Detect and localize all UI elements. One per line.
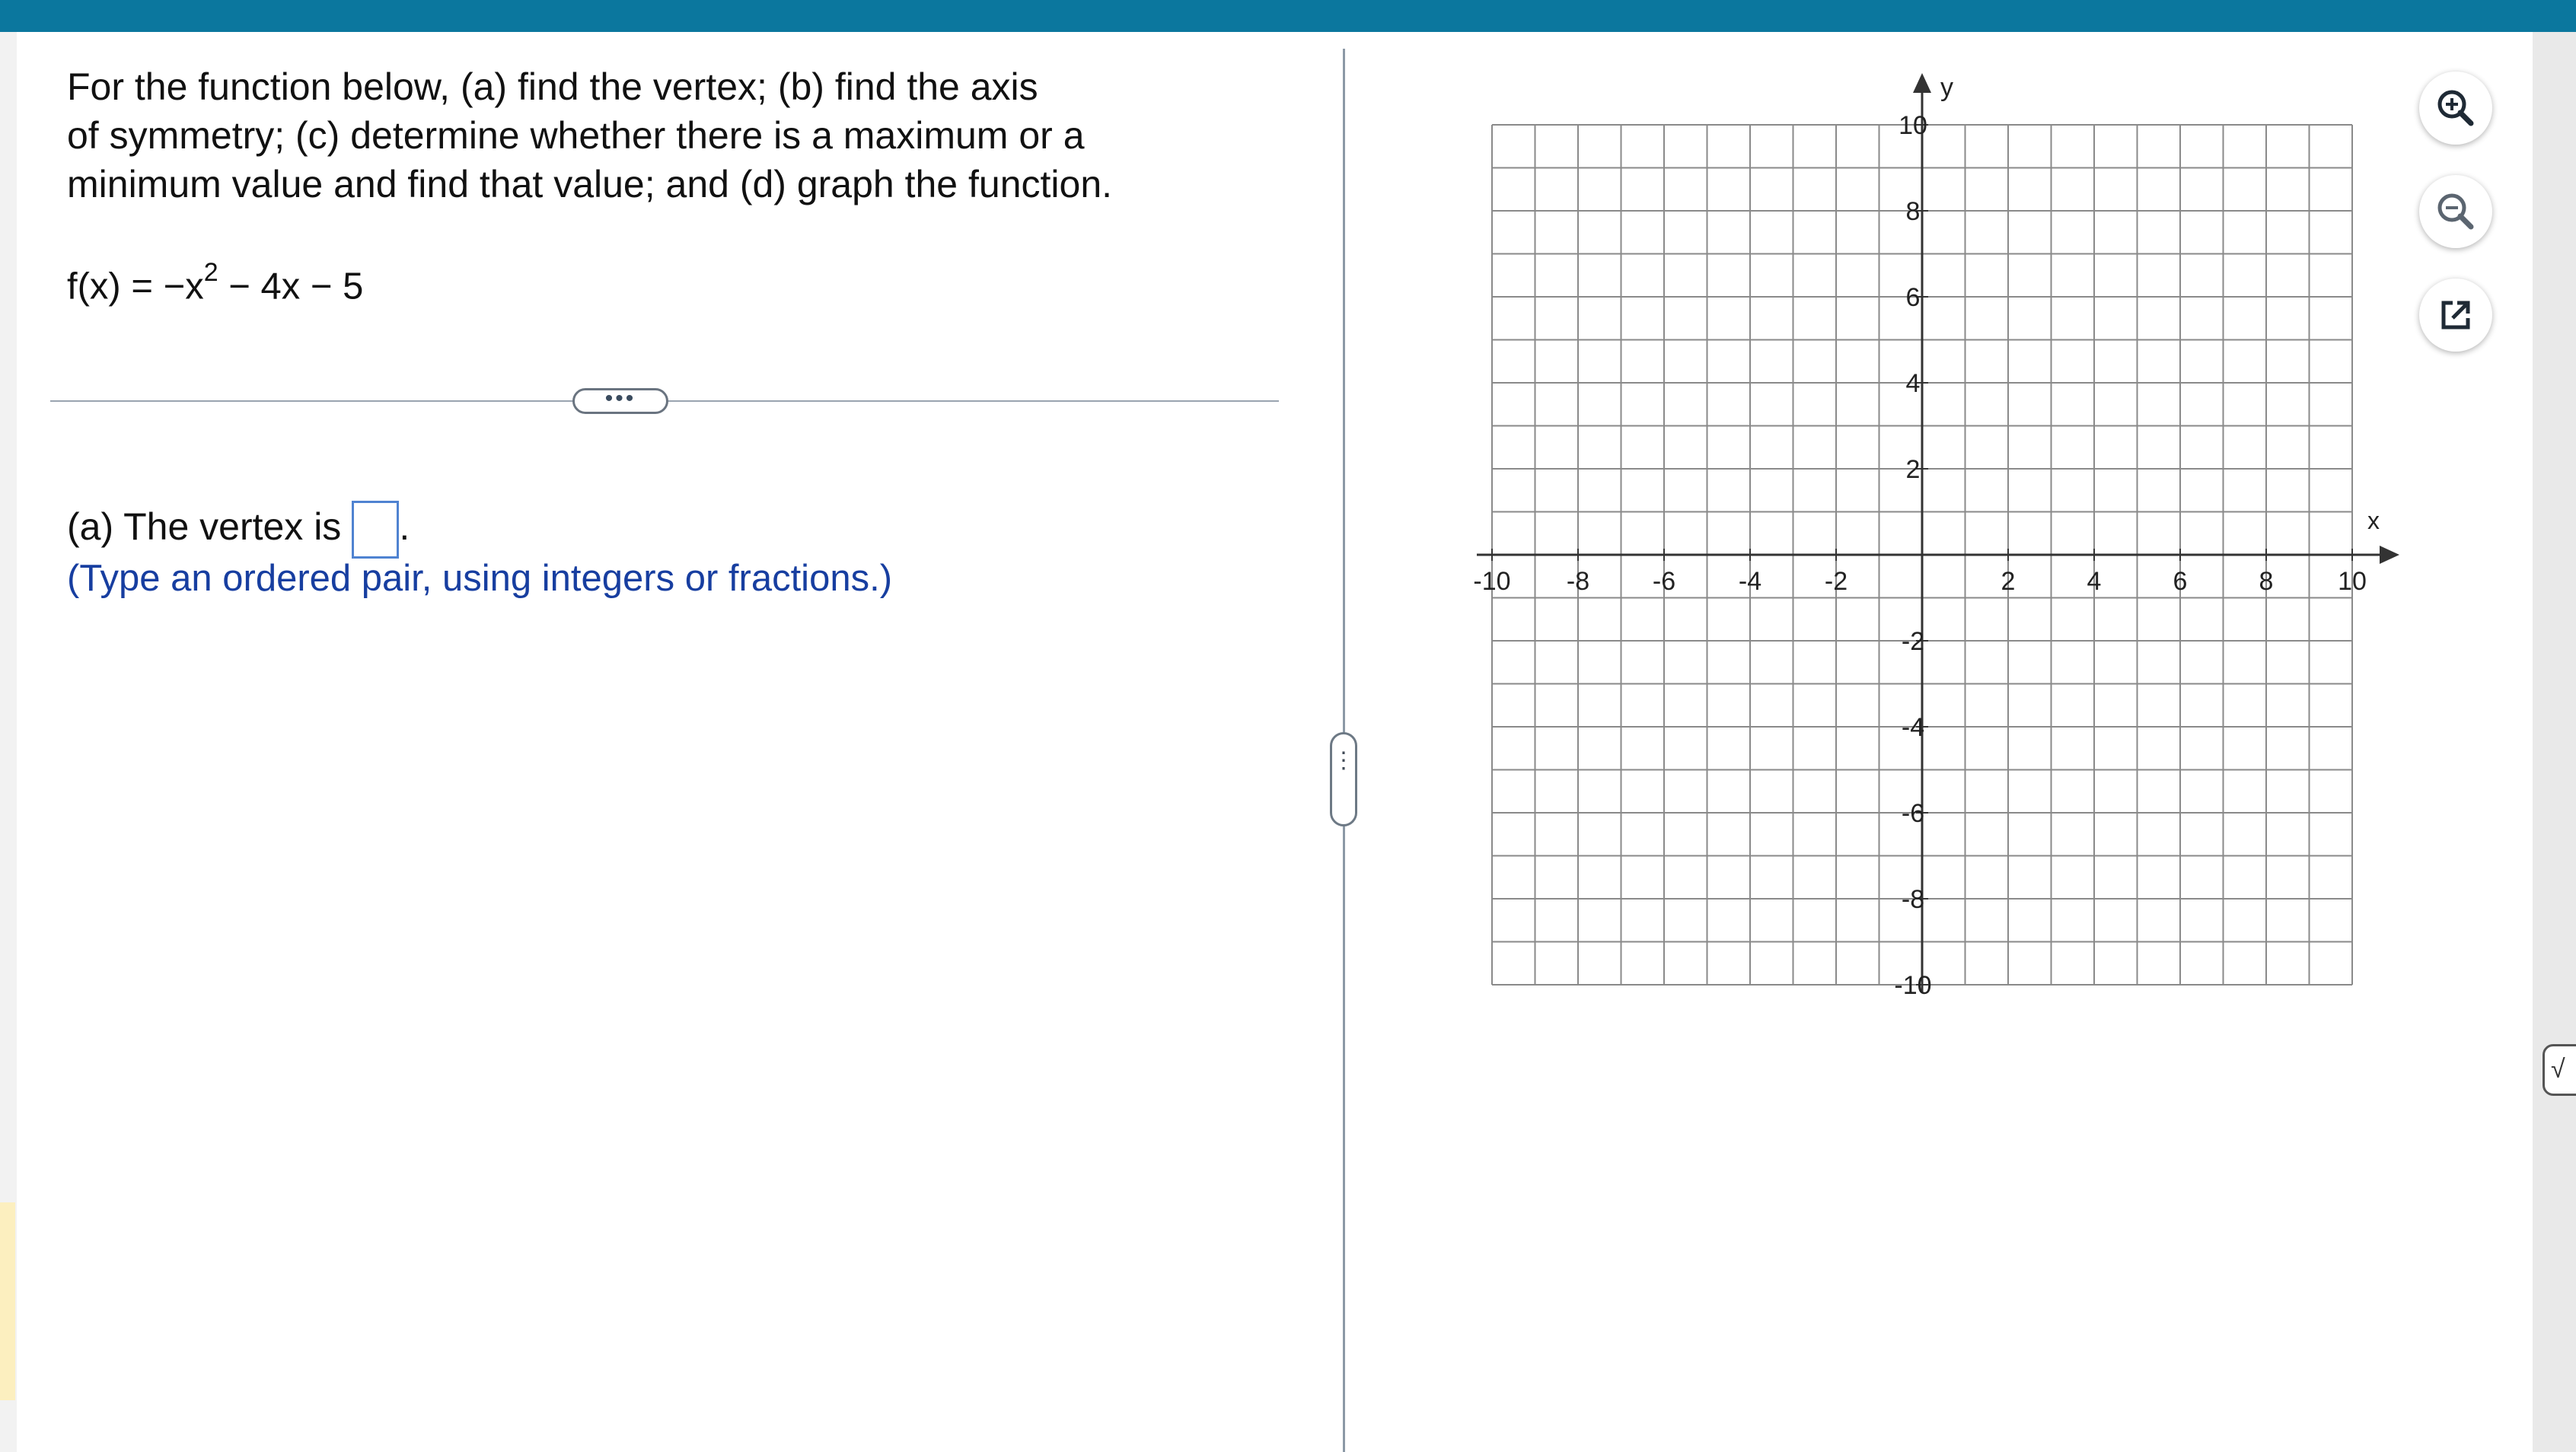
y-tick-label: -2 [1901, 627, 1925, 656]
x-tick-label: -10 [1473, 567, 1511, 596]
question-text [67, 62, 1255, 209]
math-palette-button[interactable]: √ [2543, 1044, 2576, 1096]
part-a-label: (a) The vertex is [67, 505, 342, 549]
top-bar [0, 0, 2576, 32]
coordinate-grid[interactable] [1446, 64, 2451, 1023]
splitter-grip-handle[interactable]: ⋮ [1330, 732, 1357, 826]
x-tick-label: -4 [1738, 567, 1762, 596]
part-a-period: . [399, 505, 410, 549]
y-tick-label: 4 [1905, 369, 1921, 398]
y-tick-label: 10 [1899, 111, 1927, 140]
y-tick-label: -10 [1894, 971, 1932, 1000]
function-exponent: 2 [203, 258, 218, 287]
vertex-answer-input[interactable] [352, 501, 399, 559]
show-more-button[interactable]: ••• [572, 388, 668, 414]
zoom-in-button[interactable] [2419, 72, 2492, 145]
function-expression [67, 258, 364, 307]
question-line-1: For the function below, (a) find the vertex; (b) find the axis [67, 65, 1038, 108]
part-a-hint: (Type an ordered pair, using integers or fractions.) [67, 558, 893, 599]
left-edge-highlight [0, 1202, 15, 1400]
x-tick-label: 6 [2173, 567, 2188, 596]
y-axis-label: y [1940, 73, 1953, 102]
x-tick-label: -8 [1566, 567, 1590, 596]
y-tick-label: -8 [1901, 885, 1925, 914]
x-tick-label: -6 [1652, 567, 1676, 596]
y-tick-label: -6 [1901, 799, 1925, 828]
y-axis-arrowhead [1913, 73, 1931, 93]
x-tick-label: -2 [1824, 567, 1848, 596]
y-tick-label: 8 [1905, 197, 1921, 226]
x-tick-label: 10 [2338, 567, 2367, 596]
x-tick-label: 2 [2001, 567, 2016, 596]
function-rhs: − 4x − 5 [218, 266, 364, 307]
right-sidebar-strip [2533, 32, 2576, 1452]
x-axis-label: x [2367, 507, 2380, 534]
zoom-in-icon [2433, 85, 2479, 131]
y-tick-label: -4 [1901, 713, 1925, 742]
y-tick-label: 2 [1905, 455, 1921, 484]
x-tick-label: 4 [2087, 567, 2102, 596]
question-line-2: of symmetry; (c) determine whether there is a maximum or a [67, 114, 1085, 157]
popout-icon [2433, 292, 2479, 338]
x-tick-label: 8 [2259, 567, 2274, 596]
zoom-out-button[interactable] [2419, 175, 2492, 248]
x-axis-arrowhead [2380, 546, 2399, 564]
question-line-3: minimum value and find that value; and (d) graph the function. [67, 163, 1113, 205]
popout-button[interactable] [2419, 279, 2492, 352]
part-a-prompt [67, 501, 410, 559]
function-lhs: f(x) = −x [67, 266, 204, 307]
zoom-out-icon [2433, 189, 2479, 234]
y-tick-label: 6 [1905, 283, 1921, 312]
